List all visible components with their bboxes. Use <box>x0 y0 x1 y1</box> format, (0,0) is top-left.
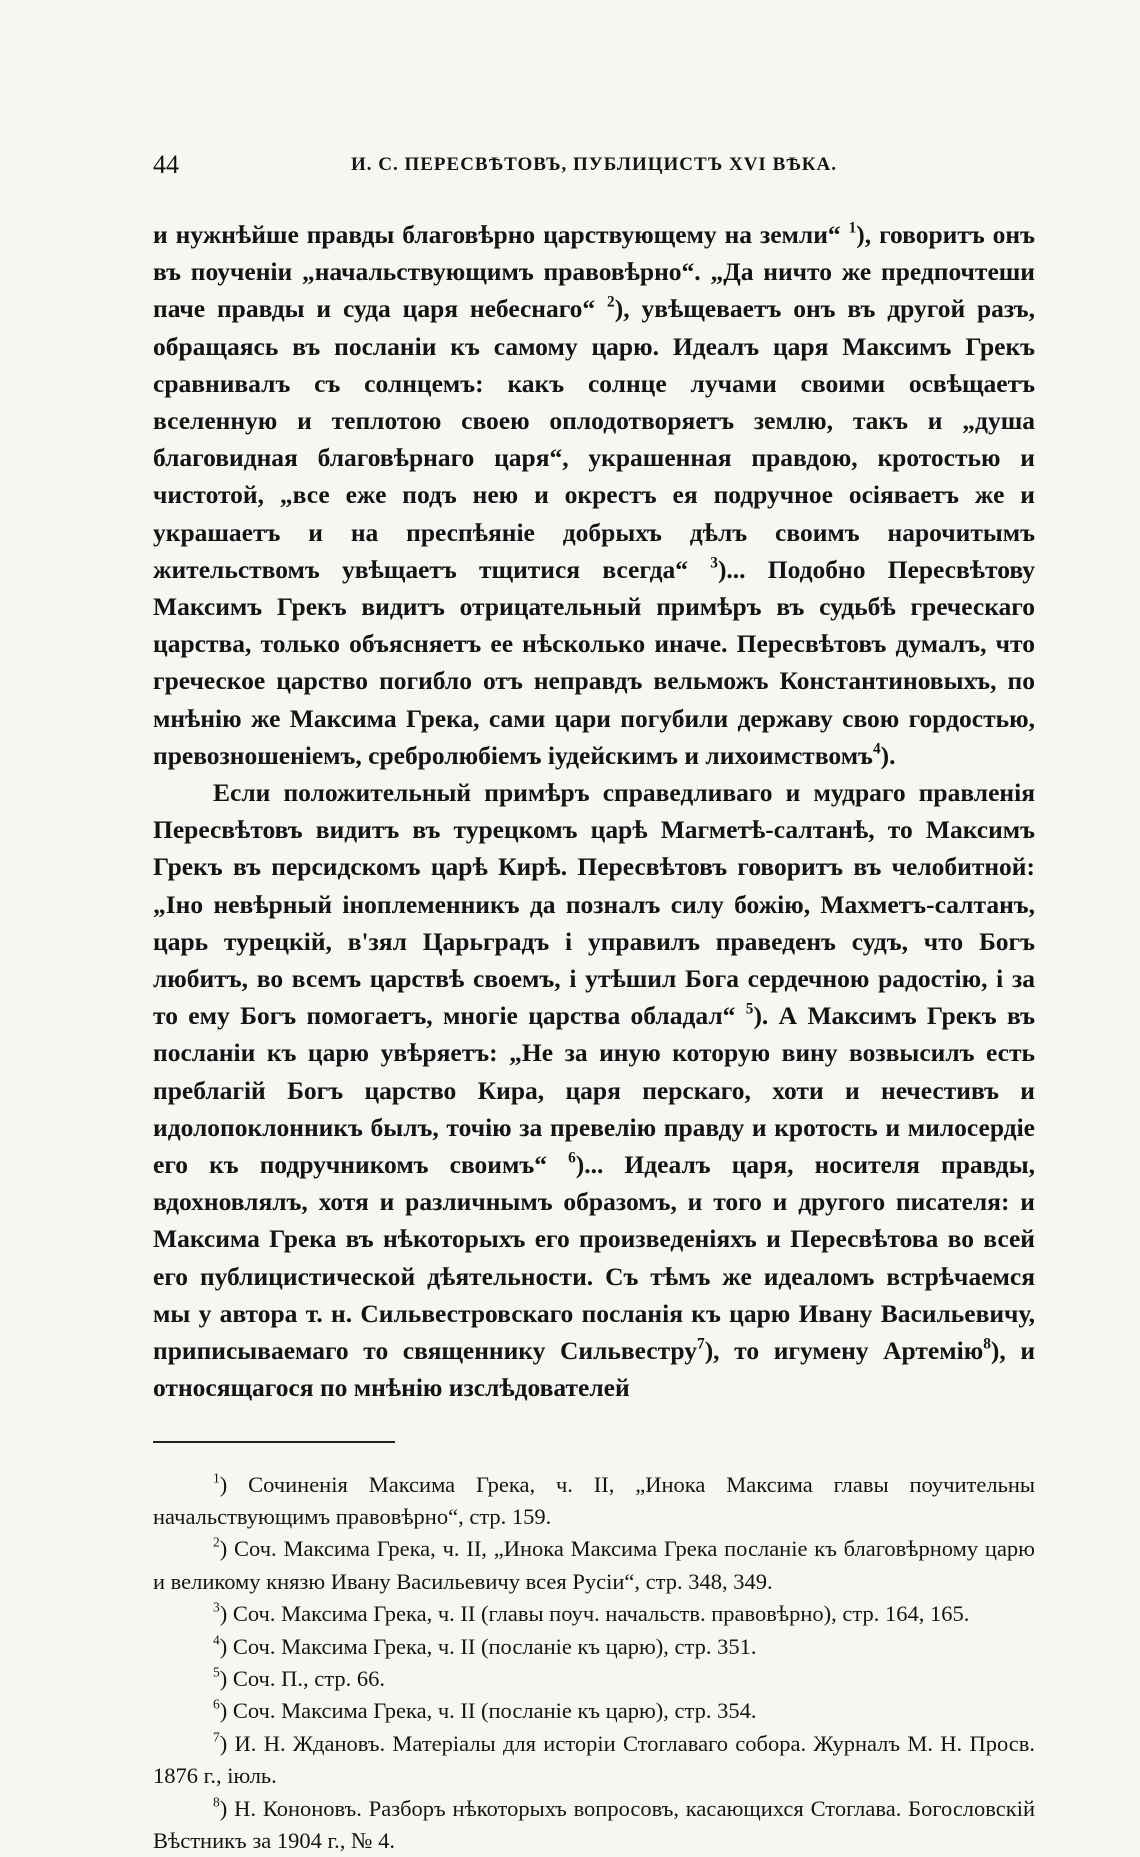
footnote-ref: 8 <box>983 1335 991 1352</box>
text-run: ). А Максимъ Грекъ въ посланiи къ царю увѣряетъ: „Не за иную которую вину возвысилъ есть преблагiй Богъ царство Кира, царя перскаго, хоти и нечестивъ и идолопоклонникъ былъ, точiю за превелiю правду и кротость и милосердiе его къ подручникомъ своимъ“ <box>153 1001 1035 1179</box>
footnote-2 <box>153 1533 1035 1598</box>
text-run: ) Сочиненiя Максима Грека, ч. II, „Инока Максима главы поучительны начальствующимъ правовѣрно“, стр. 159. <box>153 1472 1035 1529</box>
paragraph-1 <box>153 216 1035 774</box>
text-run: ), увѣщеваетъ онъ въ другой разъ, обращаясь въ посланiи къ самому царю. Идеалъ царя Максимъ Грекъ сравнивалъ съ солнцемъ: какъ солнце лучами своими освѣщаетъ вселенную и теплотою своею оплодотворяетъ землю, такъ и „душа благовидная благовѣрнаго царя“, украшенная правдою, кротостью и чистотой, „все еже подъ нею и окрестъ ея подручное осiяваетъ же и украшаетъ и на преспѣянiе добрыхъ дѣлъ своимъ нарочитымъ жительствомъ увѣщаетъ тщитися всегда“ <box>153 294 1035 583</box>
text-run: ) Соч. Максима Грека, ч. II (посланiе къ царю), стр. 351. <box>220 1634 757 1659</box>
footnote-ref: 2 <box>213 1535 220 1550</box>
text-run: ), говоритъ онъ въ поученiи „начальствующимъ правовѣрно“. „Да ничто же предпочтеши паче правды и суда царя небеснаго“ <box>153 220 1035 323</box>
footnote-ref: 6 <box>568 1149 576 1166</box>
text-run: Если положительный примѣръ справедливаго и мудраго правленiя Пересвѣтовъ видитъ въ турецкомъ царѣ Магметѣ-салтанѣ, то Максимъ Грекъ въ персидскомъ царѣ Кирѣ. Пересвѣтовъ говоритъ въ челобитной: „Іно невѣрный iноплеменникъ да позналъ силу божiю, Махметъ-салтанъ, царь турецкiй, в'зял Царьградъ i управилъ праведенъ судъ, что Богъ любитъ, во всемъ царствѣ своемъ, i утѣшил Бога сердечною радостiю, i за то ему Богъ помогаетъ, многiе царства обладал“ <box>153 778 1035 1030</box>
footnote-ref: 1 <box>849 219 857 236</box>
book-page <box>153 150 1035 1857</box>
footnote-4 <box>153 1631 1035 1663</box>
text-run: )... Подобно Пересвѣтову Максимъ Грекъ видитъ отрицательный примѣръ въ судьбѣ греческаго царства, только объясняетъ ее нѣсколько иначе. Пересвѣтовъ думалъ, что греческое царство погибло отъ неправдъ вельможъ Константиновыхъ, по мнѣнiю же Максима Грека, сами цари погубили державу свою гордостью, превозношенiемъ, сребролюбiемъ iудейскимъ и лихоимствомъ <box>153 555 1035 770</box>
footnote-5 <box>153 1663 1035 1695</box>
footnote-7 <box>153 1728 1035 1793</box>
text-run: )... Идеалъ царя, носителя правды, вдохновлялъ, хотя и различнымъ образомъ, и того и другого писателя: и Максима Грека въ нѣкоторыхъ его произведенiяхъ и Пересвѣтова во всей его публицистической дѣятельности. Съ тѣмъ же идеаломъ встрѣчаемся мы у автора т. н. Сильвестровскаго посланiя къ царю Ивану Васильевичу, приписываемаго то священнику Сильвестру <box>153 1150 1035 1365</box>
page-number: 44 <box>153 150 179 180</box>
footnote-ref: 4 <box>873 740 881 757</box>
footnote-3 <box>153 1598 1035 1630</box>
footnote-ref: 4 <box>213 1632 220 1647</box>
footnote-ref: 8 <box>213 1794 220 1809</box>
text-run: ) И. Н. Ждановъ. Матерiалы для исторiи Стоглаваго собора. Журналъ М. Н. Просв. 1876 г., iюль. <box>153 1731 1035 1788</box>
text-run: ) Соч. Максима Грека, ч. II (посланiе къ царю), стр. 354. <box>220 1698 757 1723</box>
footnote-ref: 3 <box>710 554 718 571</box>
text-run: ), и относящагося по мнѣнiю изслѣдователей <box>153 1336 1035 1402</box>
footnote-ref: 6 <box>213 1697 220 1712</box>
footnote-ref: 7 <box>697 1335 705 1352</box>
footnotes <box>153 1469 1035 1857</box>
text-run: ). <box>881 741 896 770</box>
text-run: ) Соч. Максима Грека, ч. II (главы поуч. начальств. правовѣрно), стр. 164, 165. <box>220 1601 970 1626</box>
footnote-separator <box>153 1441 395 1443</box>
footnote-ref: 5 <box>213 1665 220 1680</box>
footnote-6 <box>153 1695 1035 1727</box>
running-title: И. С. ПЕРЕСВѢТОВЪ, ПУБЛИЦИСТЪ XVI ВѢКА. <box>153 154 1035 176</box>
text-run: ) Соч. Максима Грека, ч. II, „Инока Максима Грека посланiе къ благовѣрному царю и великому князю Ивану Васильевичу всея Русiи“, стр. 348, 349. <box>153 1536 1035 1593</box>
text-run: ), то игумену Артемiю <box>705 1336 984 1365</box>
footnote-ref: 2 <box>607 294 615 311</box>
text-run: ) Н. Кононовъ. Разборъ нѣкоторыхъ вопросовъ, касающихся Стоглава. Богословскiй Вѣстникъ за 1904 г., № 4. <box>153 1796 1035 1853</box>
footnote-ref: 1 <box>213 1470 220 1485</box>
footnote-ref: 7 <box>213 1729 220 1744</box>
text-run: и нужнѣйше правды благовѣрно царствующему на земли“ <box>153 220 849 249</box>
footnote-ref: 5 <box>746 1001 754 1018</box>
text-run: ) Соч. П., стр. 66. <box>220 1666 385 1691</box>
body-text <box>153 216 1035 1407</box>
page-header <box>153 150 1035 190</box>
footnote-1 <box>153 1469 1035 1534</box>
footnote-8 <box>153 1793 1035 1857</box>
footnote-ref: 3 <box>213 1600 220 1615</box>
paragraph-2 <box>153 774 1035 1406</box>
